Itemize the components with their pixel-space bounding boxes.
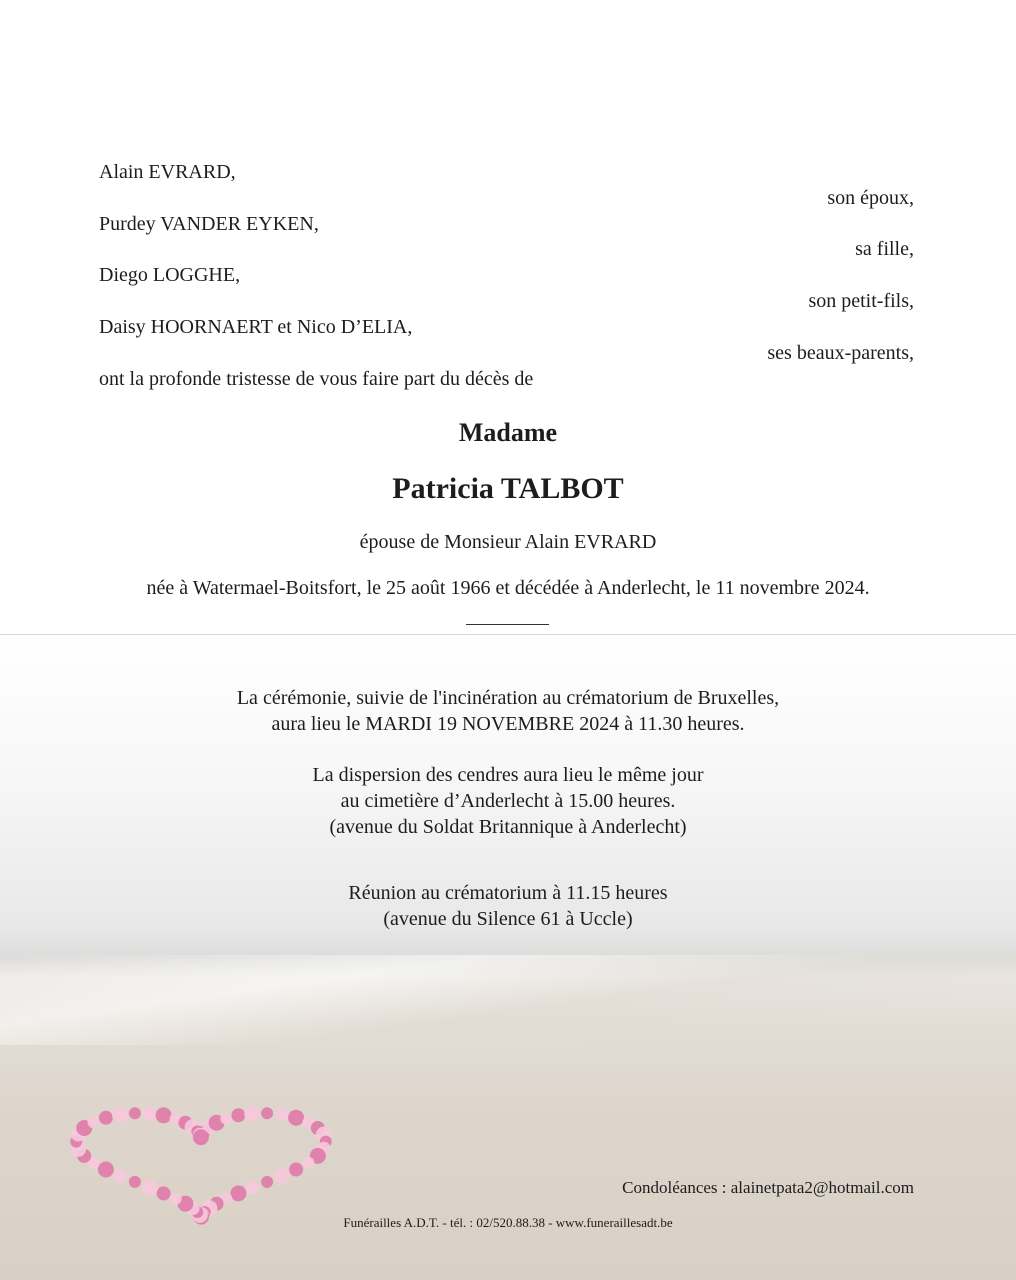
divider (466, 624, 549, 625)
flower-petal (129, 1176, 141, 1188)
fold-line (0, 634, 1016, 635)
flower-petal (112, 1107, 128, 1123)
flower-petal (143, 1107, 157, 1121)
flower-petal (261, 1176, 273, 1188)
flower-petal (142, 1180, 158, 1196)
flower-petal (129, 1107, 141, 1119)
flower-petal (261, 1107, 273, 1119)
family-member-name: Diego LOGGHE, (99, 264, 241, 286)
flower-petal (99, 1111, 113, 1125)
condolences-line (622, 1175, 914, 1200)
family-member-name: Purdey VANDER EYKEN, (99, 213, 319, 235)
funeral-home-footer: Funérailles A.D.T. - tél. : 02/520.88.38 - www.funeraillesadt.be (343, 1215, 673, 1230)
flower-petal (245, 1181, 259, 1195)
flower-petal (230, 1185, 246, 1201)
family-member-relation: son petit-fils, (808, 290, 914, 312)
meeting-line: Réunion au crématorium à 11.15 heures (348, 882, 668, 904)
announcement-text: ont la profonde tristesse de vous faire part du décès de (99, 368, 534, 390)
flower-petal (157, 1186, 171, 1200)
flower-petal (275, 1108, 289, 1122)
shoreline (0, 955, 1016, 1045)
condolences-label: Condoléances : (622, 1178, 731, 1197)
family-member-name: Alain EVRARD, (99, 161, 236, 183)
flower-petal (289, 1163, 303, 1177)
family-member-relation: ses beaux-parents, (767, 342, 914, 364)
deceased-title: Madame (458, 418, 558, 447)
dispersion-line: La dispersion des cendres aura lieu le même jour (312, 764, 704, 786)
flower-petal (274, 1168, 290, 1184)
flower-petal (170, 1193, 182, 1205)
flower-petal (113, 1169, 127, 1183)
spouse-line: épouse de Monsieur Alain EVRARD (359, 531, 657, 553)
flower-petal (98, 1162, 114, 1178)
flower-petal (193, 1129, 209, 1145)
family-member-name: Daisy HOORNAERT et Nico D’ELIA, (99, 316, 413, 338)
flower-petal (156, 1107, 172, 1123)
condolences-email[interactable]: alainetpata2@hotmail.com (730, 1178, 914, 1197)
flower-petal (302, 1157, 314, 1169)
dispersion-line: au cimetière d’Anderlecht à 15.00 heures. (340, 790, 676, 812)
family-member-relation: son époux, (827, 187, 914, 209)
flower-petal (244, 1106, 260, 1122)
flower-petal (288, 1110, 304, 1126)
deceased-name: Patricia TALBOT (392, 472, 624, 505)
life-dates-line: née à Watermael-Boitsfort, le 25 août 1966 et décédée à Anderlecht, le 11 novembre 2024. (146, 577, 870, 599)
flower-heart-garland (70, 1106, 332, 1225)
flower-petal (220, 1113, 232, 1125)
ceremony-line: La cérémonie, suivie de l'incinération au crématorium de Bruxelles, (236, 687, 780, 709)
meeting-line: (avenue du Silence 61 à Uccle) (383, 908, 633, 930)
flower-heart-icon (66, 1098, 336, 1228)
dispersion-line: (avenue du Soldat Britannique à Anderlecht) (329, 816, 687, 838)
family-member-relation: sa fille, (855, 238, 914, 260)
flower-petal (88, 1116, 100, 1128)
flower-petal (231, 1108, 245, 1122)
ceremony-line: aura lieu le MARDI 19 NOVEMBRE 2024 à 11.30 heures. (271, 713, 745, 735)
